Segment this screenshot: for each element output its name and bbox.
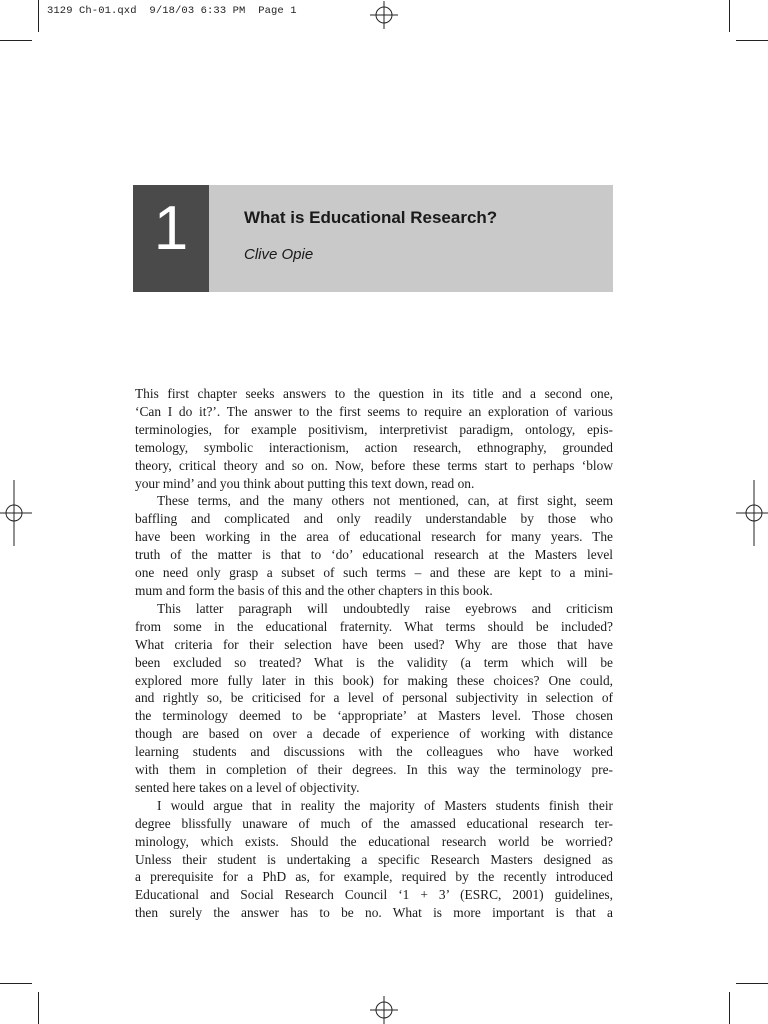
text-line: one need only grasp a subset of such terms – and these are kept to a mini- (135, 565, 613, 581)
paragraph (135, 797, 613, 922)
text-line: degree blissfully unaware of much of the amassed educational research ter- (135, 815, 613, 831)
body-text (135, 385, 613, 922)
text-line: These terms, and the many others not mentioned, can, at first sight, seem (157, 493, 613, 509)
text-line: minology, which exists. Should the educational research world be worried? (135, 833, 613, 849)
text-line: though are based on over a decade of experience of working with distance (135, 726, 613, 742)
text-line: and rightly so, be criticised for a level of personal subjectivity in selection of (135, 690, 613, 706)
text-line: I would argue that in reality the majority of Masters students finish their (157, 797, 613, 813)
crop-mark-bottom-right-horizontal (736, 983, 768, 984)
text-line: mum and form the basis of this and the other chapters in this book. (135, 582, 493, 598)
text-line: your mind’ and you think about putting this text down, read on. (135, 475, 475, 491)
paragraph (135, 492, 613, 599)
crop-mark-bottom-left-vertical (38, 992, 39, 1024)
text-line: baffling and complicated and only readily understandable by those who (135, 511, 613, 527)
chapter-number: 1 (153, 194, 189, 263)
text-line: the terminology deemed to be ‘appropriate’ at Masters level. Those chosen (135, 708, 613, 724)
registration-mark-right (734, 480, 768, 546)
text-line: ‘Can I do it?’. The answer to the first seems to require an exploration of various (135, 403, 613, 419)
chapter-title: What is Educational Research? (244, 208, 498, 227)
text-line: explored more fully later in this book) for making these choices? One could, (135, 672, 613, 688)
text-line: truth of the matter is that to ‘do’ educational research at the Masters level (135, 547, 613, 563)
crop-mark-bottom-right-vertical (729, 992, 730, 1024)
text-line: This latter paragraph will undoubtedly raise eyebrows and criticism (157, 600, 613, 616)
crop-mark-top-right-horizontal (736, 40, 768, 41)
crop-mark-top-left-vertical (38, 0, 39, 32)
text-line: sented here takes on a level of objectivity. (135, 779, 360, 795)
text-line: terminologies, for example positivism, interpretivist paradigm, ontology, epis- (135, 421, 613, 437)
registration-mark-bottom (370, 996, 398, 1024)
text-line: a prerequisite for a PhD as, for example, required by the recently introduced (135, 869, 613, 885)
text-line: temology, symbolic interactionism, action research, ethnography, grounded (135, 439, 613, 455)
paragraph (135, 385, 613, 492)
chapter-number-box (133, 185, 209, 292)
text-line: What criteria for their selection have been used? Why are those that have (135, 636, 613, 652)
registration-mark-top (370, 1, 398, 29)
text-line: with them in completion of their degrees. In this way the terminology pre- (135, 762, 613, 778)
crop-mark-bottom-left-horizontal (0, 983, 32, 984)
chapter-author: Clive Opie (244, 246, 314, 263)
text-line: Unless their student is undertaking a specific Research Masters designed as (135, 851, 613, 867)
chapter-header (133, 185, 613, 292)
paragraph (135, 600, 613, 797)
crop-mark-top-left-horizontal (0, 40, 32, 41)
printer-slug: 3129 Ch-01.qxd 9/18/03 6:33 PM Page 1 (47, 5, 297, 17)
registration-mark-left (0, 480, 34, 546)
crop-mark-top-right-vertical (729, 0, 730, 32)
text-line: theory, critical theory and so on. Now, before these terms start to perhaps ‘blow (135, 457, 613, 473)
text-line: learning students and discussions with the colleagues who have worked (135, 744, 613, 760)
text-line: This first chapter seeks answers to the question in its title and a second one, (135, 386, 613, 401)
text-line: from some in the educational fraternity. What terms should be included? (135, 618, 613, 634)
text-line: been excluded so treated? What is the validity (a term which will be (135, 654, 613, 670)
text-line: have been working in the area of educational research for many years. The (135, 529, 613, 545)
text-line: then surely the answer has to be no. What is more important is that a (135, 905, 613, 921)
text-line: Educational and Social Research Council ‘1 + 3’ (ESRC, 2001) guidelines, (135, 887, 613, 903)
